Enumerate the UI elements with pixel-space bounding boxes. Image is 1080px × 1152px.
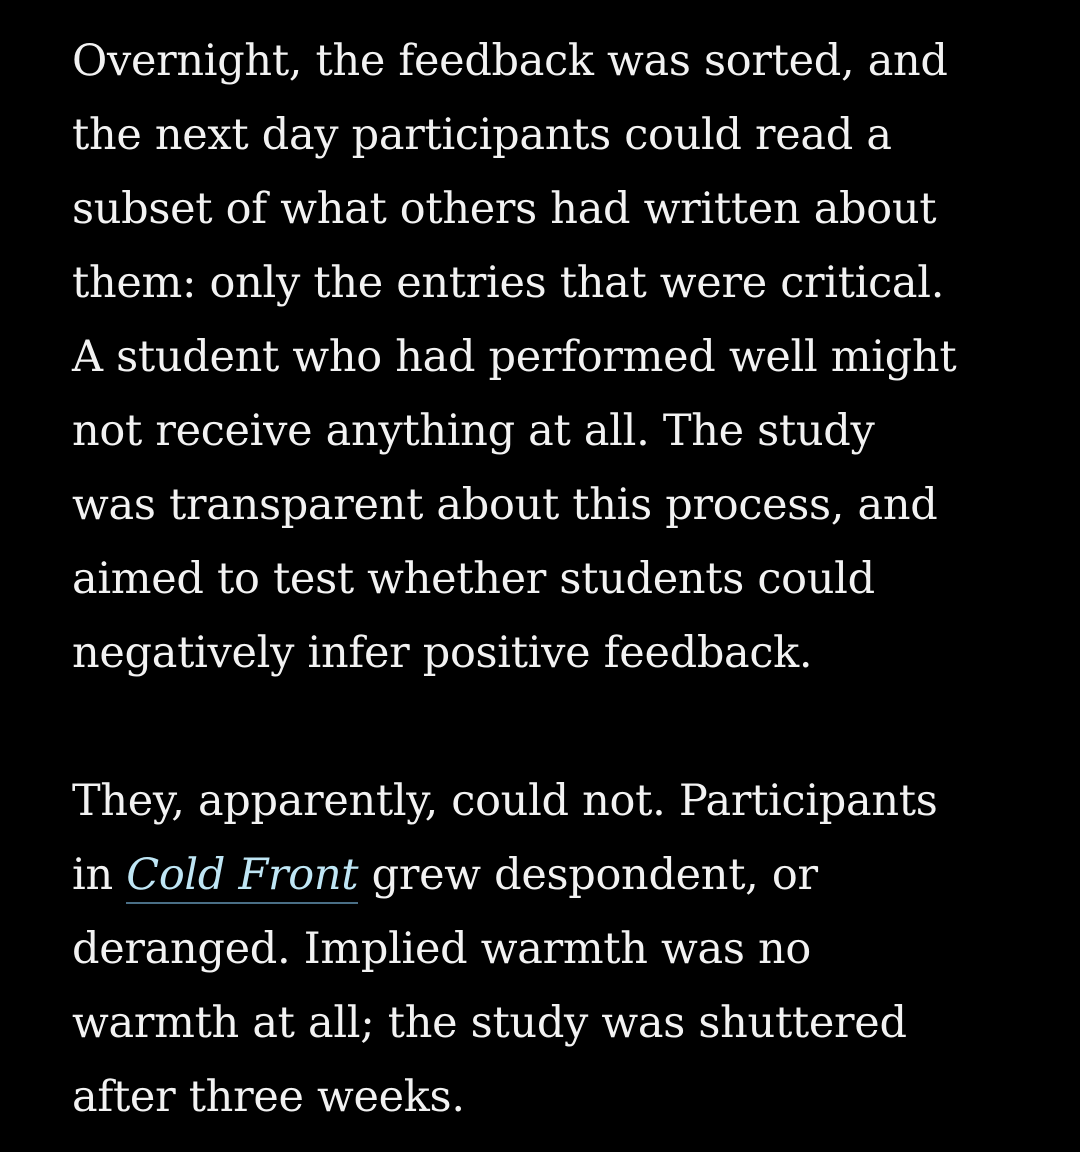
- text-line: warmth at all; the study was shuttered: [72, 998, 907, 1048]
- cold-front-link[interactable]: Cold Front: [126, 850, 358, 904]
- text-line: subset of what others had written about: [72, 184, 937, 234]
- text-fragment: grew despondent, or: [358, 850, 818, 900]
- text-line-with-link: [72, 838, 1062, 912]
- paragraph-study-outcome: [72, 764, 1062, 1134]
- text-line: the next day participants could read a: [72, 110, 892, 160]
- text-line: Overnight, the feedback was sorted, and: [72, 36, 948, 86]
- text-line: after three weeks.: [72, 1072, 465, 1122]
- text-line: was transparent about this process, and: [72, 480, 938, 530]
- text-line: They, apparently, could not. Participants: [72, 776, 938, 826]
- article-body: [72, 24, 1062, 1134]
- text-fragment: in: [72, 850, 127, 900]
- text-line: aimed to test whether students could: [72, 554, 875, 604]
- paragraph-feedback-process: [72, 24, 1062, 690]
- text-line: A student who had performed well might: [72, 332, 957, 382]
- text-line: negatively infer positive feedback.: [72, 628, 813, 678]
- text-line: not receive anything at all. The study: [72, 406, 875, 456]
- text-line: them: only the entries that were critical.: [72, 258, 945, 308]
- text-line: deranged. Implied warmth was no: [72, 924, 812, 974]
